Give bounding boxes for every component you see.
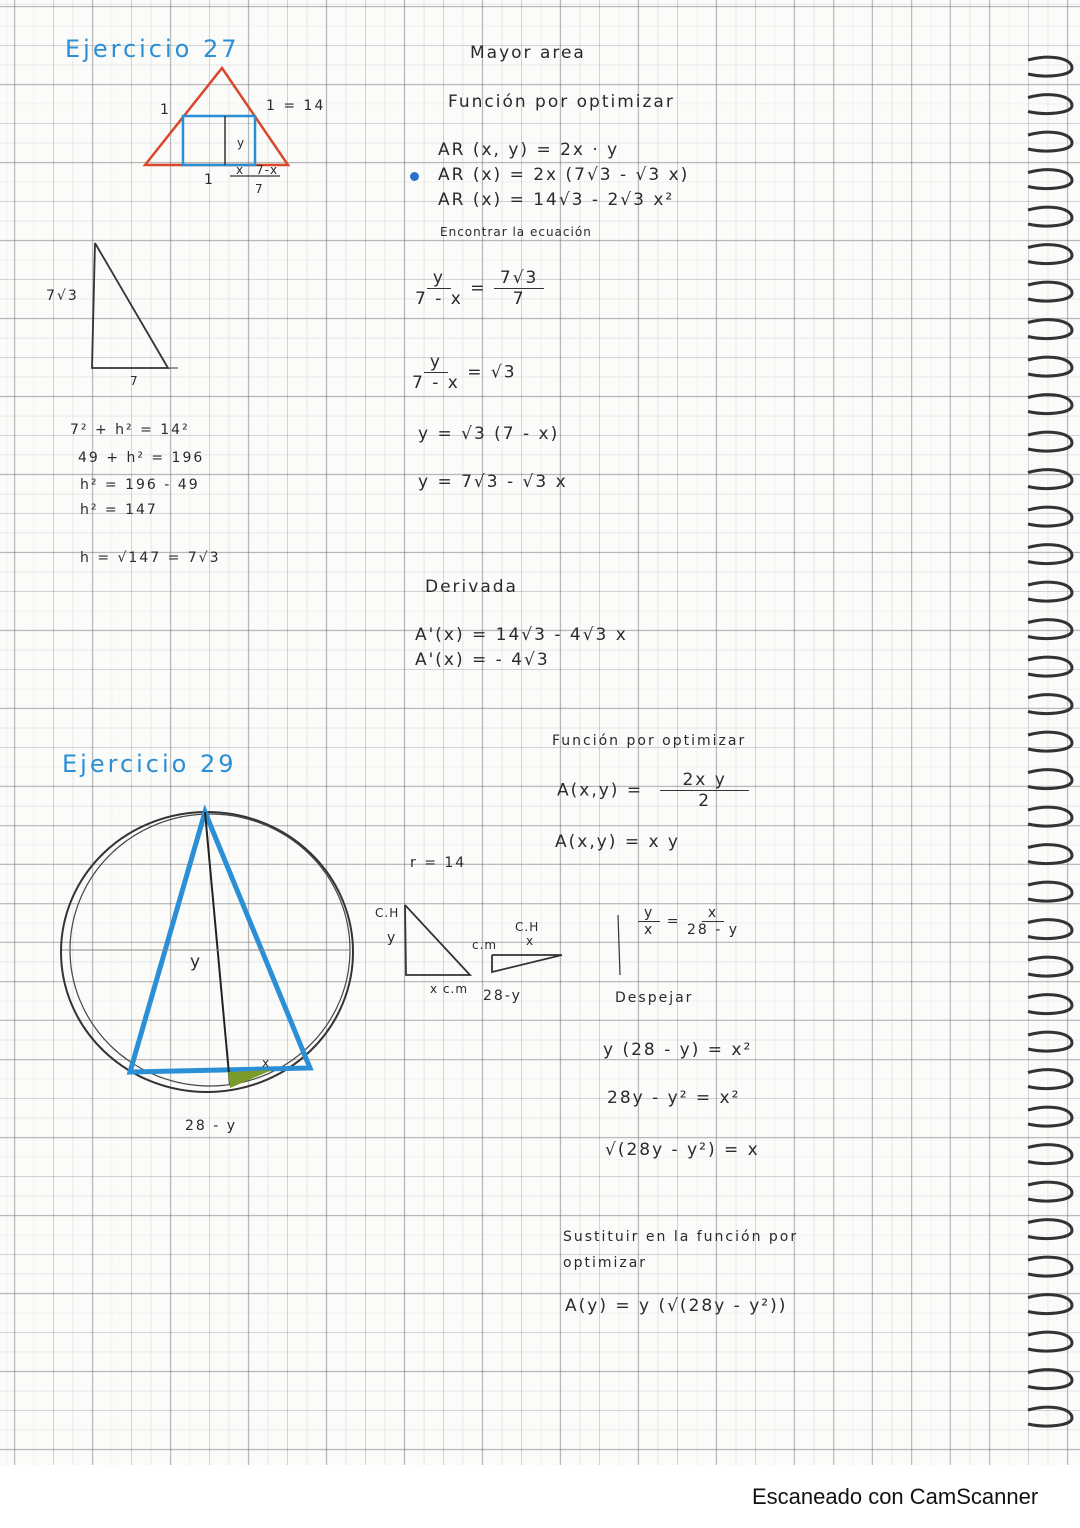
substitute-label: Sustituir en la función por optimizar [563, 1229, 799, 1271]
solve-step: y (28 - y) = x² [603, 1040, 753, 1060]
pyth-line: h² = 147 [80, 502, 158, 518]
ex29-title: Ejercicio 29 [62, 750, 237, 778]
spiral-loop [1028, 845, 1072, 864]
radius-label: r = 14 [410, 855, 467, 871]
ex29-label-y: y [190, 952, 203, 972]
tri-ch2: C.H [515, 920, 540, 934]
frac-num: x [702, 905, 724, 922]
spiral-loop [1028, 507, 1072, 526]
spiral-loop [1028, 695, 1072, 714]
ex27-label-left: 1 [160, 102, 171, 118]
tri-y: y [387, 930, 398, 946]
solve-label: Despejar [615, 990, 694, 1006]
ex27-triangle [145, 68, 288, 176]
frac-den: 2 [698, 791, 712, 811]
pyth-line: 7² + h² = 14² [70, 422, 190, 438]
frac-den: x [644, 922, 655, 938]
spiral-loop [1028, 395, 1072, 414]
right-triangle [92, 243, 178, 368]
frac-num: y [638, 905, 660, 922]
pyth-line: 49 + h² = 196 [78, 450, 205, 466]
tri-base: 28-y [483, 988, 522, 1004]
derivative-label: Derivada [425, 577, 518, 597]
spiral-loop [1028, 1407, 1072, 1426]
ex27-label-y: y [237, 136, 246, 150]
rt-height: 7√3 [46, 288, 79, 304]
equals: = [666, 913, 681, 930]
spiral-loop [1028, 1182, 1072, 1201]
ex27-eq3: AR (x) = 14√3 - 2√3 x² [438, 190, 675, 210]
frac-den: 7 - x [412, 373, 460, 393]
ex27-label-base: 7 [255, 182, 264, 196]
ex27-label-rest: 7-x [256, 163, 279, 177]
final-equation: A(y) = y (√(28y - y²)) [565, 1296, 788, 1316]
spiral-loop [1028, 1070, 1072, 1089]
ex27-eq5: y = 7√3 - √3 x [418, 472, 568, 492]
spiral-loop [1028, 357, 1072, 376]
frac-num: y [427, 268, 451, 289]
tri-cm: c.m [472, 938, 498, 952]
ex29-area [557, 770, 749, 811]
frac-num: 2x y [660, 770, 748, 791]
circle-diagram [61, 812, 353, 1092]
spiral-loop [1028, 995, 1072, 1014]
heading-mayor-area: Mayor area [470, 43, 586, 63]
spiral-loop [1028, 770, 1072, 789]
spiral-loop [1028, 282, 1072, 301]
spiral-loop [1028, 582, 1072, 601]
ex27-eq4: y = √3 (7 - x) [418, 424, 560, 444]
scanner-watermark: Escaneado con CamScanner [752, 1484, 1039, 1509]
spiral-loop [1028, 470, 1072, 489]
tri-x: x [526, 934, 535, 948]
ex27-function-label: Función por optimizar [448, 92, 675, 112]
frac-den: 28 - y [686, 922, 739, 938]
pyth-line: h = √147 = 7√3 [80, 550, 221, 566]
spiral-loop [1028, 620, 1072, 639]
ex27-label-bottom: 1 [204, 172, 215, 188]
spiral-loop [1028, 245, 1072, 264]
spiral-loop [1028, 207, 1072, 226]
solve-step: 28y - y² = x² [607, 1088, 741, 1108]
ex27-frac2 [412, 352, 517, 393]
ex29-ratio [638, 905, 739, 938]
spiral-loop [1028, 57, 1072, 76]
ex29-function-label: Función por optimizar [552, 733, 747, 749]
spiral-binding [1028, 57, 1072, 1426]
tri-ch: C.H [375, 906, 400, 920]
small-triangles [405, 905, 620, 975]
spiral-loop [1028, 132, 1072, 151]
spiral-loop [1028, 1332, 1072, 1351]
spiral-loop [1028, 1107, 1072, 1126]
spiral-loop [1028, 1257, 1072, 1276]
frac-den: 7 - x [415, 289, 463, 309]
rt-base: 7 [130, 374, 139, 388]
ex29-area2: A(x,y) = x y [555, 832, 680, 852]
ex27-find-label: Encontrar la ecuación [440, 225, 592, 239]
spiral-loop [1028, 732, 1072, 751]
spiral-loop [1028, 657, 1072, 676]
spiral-loop [1028, 95, 1072, 114]
spiral-loop [1028, 882, 1072, 901]
spiral-loop [1028, 170, 1072, 189]
spiral-loop [1028, 1370, 1072, 1389]
deriv1: A'(x) = 14√3 - 4√3 x [415, 625, 628, 645]
ex27-eq1: AR (x, y) = 2x · y [438, 140, 620, 160]
bullet-icon [410, 172, 419, 181]
ex27-title: Ejercicio 27 [65, 35, 240, 63]
ex29-label-bottom: 28 - y [185, 1118, 238, 1134]
solve-step: √(28y - y²) = x [605, 1140, 760, 1160]
spiral-loop [1028, 1032, 1072, 1051]
equals: = [470, 278, 487, 299]
spiral-loop [1028, 920, 1072, 939]
frac-rhs: = √3 [467, 362, 517, 383]
ex27-frac1 [415, 268, 544, 309]
spiral-loop [1028, 1295, 1072, 1314]
ex27-label-x: x [236, 163, 245, 177]
frac-den: 7 [512, 289, 526, 309]
spiral-loop [1028, 957, 1072, 976]
spiral-loop [1028, 807, 1072, 826]
ex27-label-side: 1 = 14 [266, 98, 326, 114]
ex27-eq2: AR (x) = 2x (7√3 - √3 x) [438, 165, 690, 185]
spiral-loop [1028, 320, 1072, 339]
deriv2: A'(x) = - 4√3 [415, 650, 550, 670]
ex29-label-x: x [262, 1056, 271, 1070]
pyth-line: h² = 196 - 49 [80, 477, 200, 493]
frac-num: y [424, 352, 448, 373]
spiral-loop [1028, 432, 1072, 451]
area-lhs: A(x,y) = [557, 780, 644, 801]
tri-xcm: x c.m [430, 982, 469, 996]
spiral-loop [1028, 545, 1072, 564]
frac-num: 7√3 [494, 268, 544, 289]
spiral-loop [1028, 1145, 1072, 1164]
spiral-loop [1028, 1220, 1072, 1239]
